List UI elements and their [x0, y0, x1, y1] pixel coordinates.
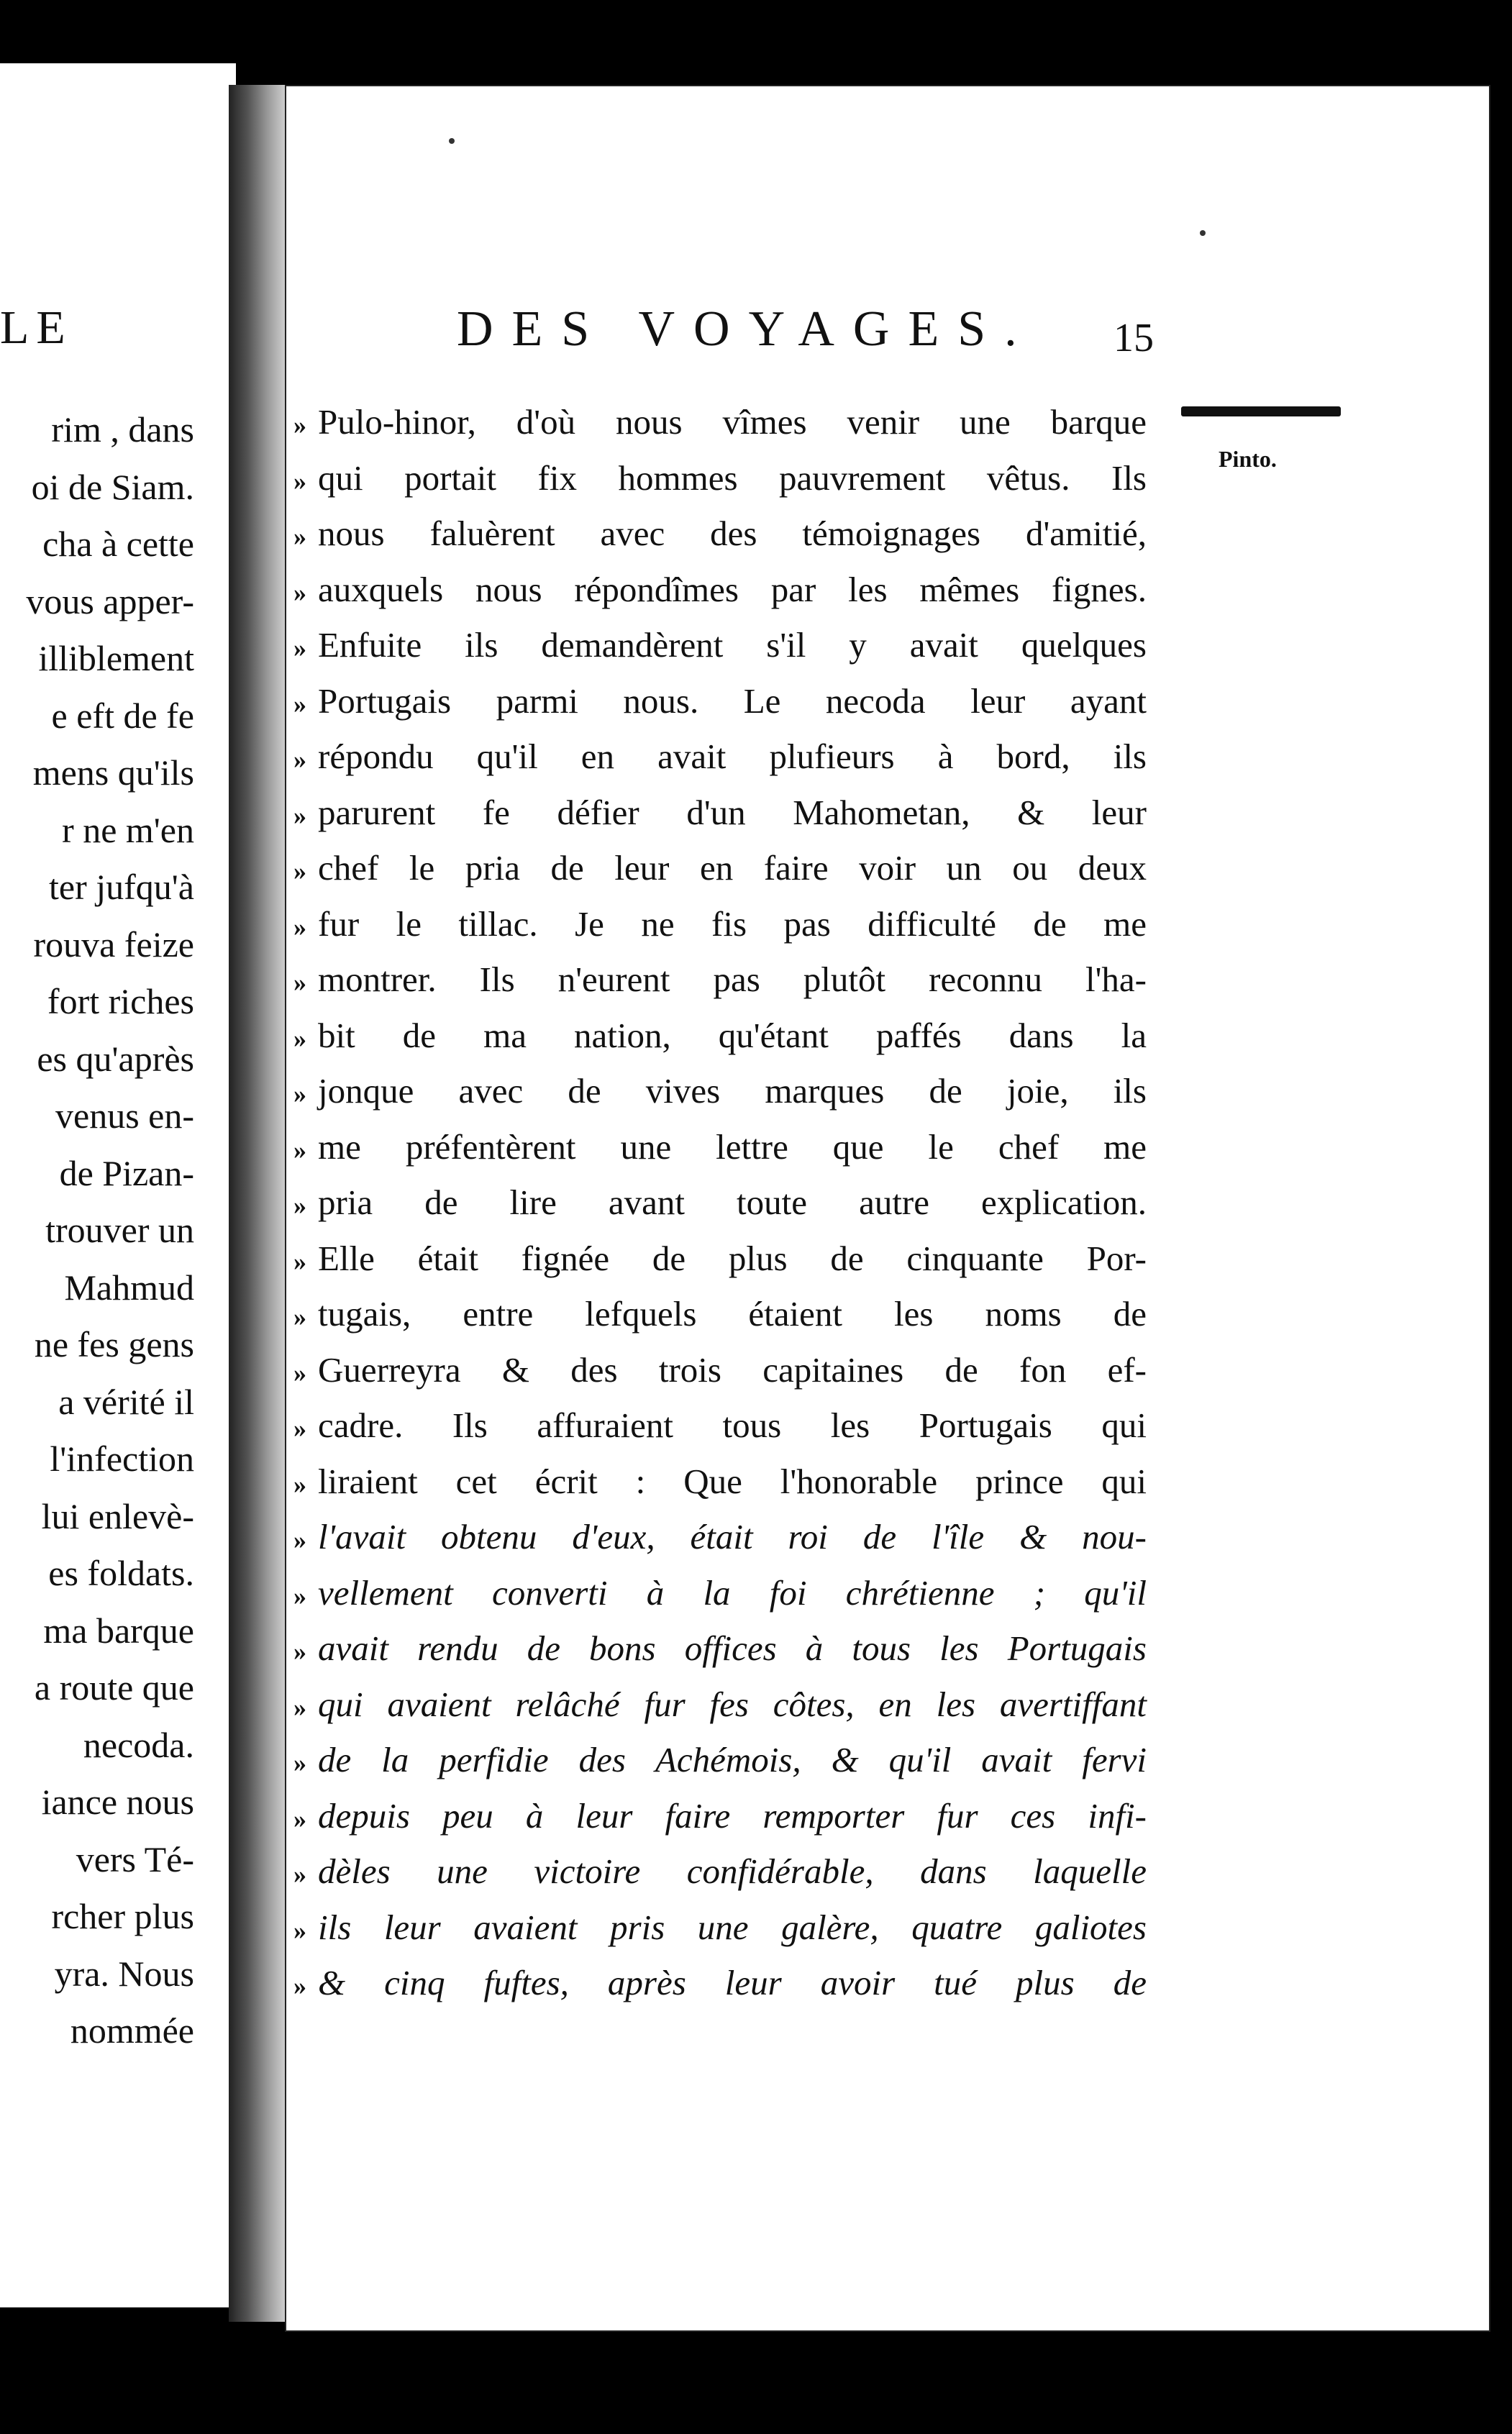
quotation-mark: » [293, 1915, 306, 1945]
quotation-mark: » [293, 1692, 306, 1722]
left-text-line: Mahmud [64, 1267, 194, 1308]
line-text: vellement converti à la foi chrétienne ; qu'il [318, 1572, 1147, 1613]
line-text: auxquels nous répondîmes par les mêmes fignes. [318, 569, 1147, 609]
left-text-line: mens qu'ils [32, 752, 194, 793]
quotation-mark: » [293, 1749, 306, 1777]
line-text: qui portait fix hommes pauvrement vêtus. Ils [318, 457, 1147, 498]
line-text: me préfentèrent une lettre que le chef me [318, 1126, 1147, 1167]
left-text-line: yra. Nous [54, 1953, 194, 1994]
line-text: dèles une victoire confidérable, dans laquelle [318, 1851, 1147, 1891]
line-text: fur le tillac. Je ne fis pas difficulté de me [318, 903, 1147, 944]
line-text: bit de ma nation, qu'étant paffés dans la [318, 1015, 1147, 1055]
quotation-mark: » [293, 1080, 306, 1108]
quotation-mark: » [293, 1024, 306, 1053]
line-text: répondu qu'il en avait plufieurs à bord, ils [318, 737, 1147, 776]
left-running-head-fragment: LE [0, 301, 73, 354]
line-text: cadre. Ils affuraient tous les Portugais qui [318, 1405, 1147, 1445]
text-line [286, 1234, 1149, 1290]
marginal-rule [1181, 406, 1341, 416]
left-text-line: lui enlevè- [41, 1495, 194, 1536]
text-line [286, 1122, 1149, 1178]
left-text-line: fort riches [47, 981, 194, 1021]
text-line [286, 1679, 1149, 1736]
left-text-line: vers Té- [76, 1838, 194, 1879]
text-line [286, 1902, 1149, 1959]
ink-speck [1200, 230, 1206, 236]
left-text-line: oi de Siam. [31, 466, 194, 507]
quotation-mark: » [293, 634, 306, 662]
line-text: Enfuite ils demandèrent s'il y avait quelques [318, 625, 1147, 665]
text-line [286, 899, 1149, 955]
text-line [286, 1400, 1149, 1457]
left-text-line: rim , dans [51, 409, 194, 450]
line-text: pria de lire avant toute autre explication. [318, 1182, 1147, 1222]
quotation-mark: » [293, 745, 306, 774]
quotation-mark: » [293, 411, 306, 439]
quotation-mark: » [293, 1972, 306, 2000]
quotation-mark: » [293, 689, 306, 719]
quotation-mark: » [293, 1358, 306, 1387]
quotation-mark: » [293, 857, 306, 885]
line-text: chef le pria de leur en faire voir un ou deux [318, 848, 1147, 888]
left-text-line: iance nous [41, 1782, 194, 1822]
left-text-line: ne fes gens [34, 1324, 194, 1364]
text-body [286, 397, 1149, 2014]
quotation-mark: » [293, 1135, 306, 1164]
line-text: montrer. Ils n'eurent pas plutôt reconnu l'ha- [318, 960, 1147, 999]
line-text: depuis peu à leur faire remporter fur ces infi- [318, 1795, 1147, 1836]
line-text: de la perfidie des Achémois, & qu'il avait fervi [318, 1740, 1147, 1779]
line-text: nous faluèrent avec des témoignages d'amitié, [318, 514, 1147, 553]
quotation-mark: » [293, 968, 306, 997]
line-text: qui avaient relâché fur fes côtes, en les avertiffant [318, 1684, 1147, 1724]
quotation-mark: » [293, 1860, 306, 1889]
text-line [286, 1177, 1149, 1234]
left-text-line: vous apper- [26, 580, 194, 621]
ink-speck [449, 138, 455, 144]
quotation-mark: » [293, 801, 306, 830]
quotation-mark: » [293, 1637, 306, 1666]
left-text-line: e eft de fe [51, 695, 194, 736]
left-text-column [26, 401, 194, 2060]
left-text-line: venus en- [55, 1095, 194, 1136]
left-text-line: l'infection [50, 1439, 194, 1479]
marginal-note: Pinto. [1219, 446, 1277, 472]
text-line [286, 1958, 1149, 2014]
text-line [286, 1345, 1149, 1401]
left-text-line: ma barque [43, 1610, 194, 1651]
text-line [286, 1011, 1149, 1067]
text-line [286, 509, 1149, 565]
text-line [286, 565, 1149, 621]
text-line [286, 843, 1149, 899]
text-line [286, 1512, 1149, 1568]
text-line [286, 620, 1149, 676]
line-text: ils leur avaient pris une galère, quatre galiotes [318, 1907, 1147, 1947]
left-text-line: es foldats. [48, 1553, 194, 1593]
text-line [286, 1568, 1149, 1624]
text-line [286, 1791, 1149, 1847]
right-page [285, 85, 1490, 2332]
quotation-mark: » [293, 1191, 306, 1220]
text-line [286, 788, 1149, 844]
left-text-line: ter jufqu'à [49, 867, 194, 907]
text-line [286, 1735, 1149, 1791]
book-gutter [229, 85, 293, 2322]
page-number: 15 [1113, 316, 1154, 360]
text-line [286, 1066, 1149, 1122]
text-line [286, 1846, 1149, 1902]
quotation-mark: » [293, 1804, 306, 1833]
quotation-mark: » [293, 578, 306, 607]
running-head: DES VOYAGES. [457, 301, 1036, 357]
left-text-line: rcher plus [51, 1896, 194, 1936]
left-text-line: nommée [70, 2010, 194, 2051]
text-line [286, 731, 1149, 788]
left-text-line: es qu'après [37, 1038, 194, 1079]
left-text-line: r ne m'en [62, 809, 194, 850]
left-text-line: trouver un [45, 1210, 194, 1250]
line-text: jonque avec de vives marques de joie, ils [318, 1071, 1147, 1111]
quotation-mark: » [293, 466, 306, 496]
left-text-line: necoda. [83, 1724, 194, 1765]
left-text-line: a vérité il [58, 1381, 194, 1422]
left-text-line: de Pizan- [59, 1152, 194, 1193]
text-line [286, 954, 1149, 1011]
quotation-mark: » [293, 1414, 306, 1443]
quotation-mark: » [293, 522, 306, 551]
line-text: liraient cet écrit : Que l'honorable prince qui [318, 1461, 1147, 1501]
text-line [286, 676, 1149, 732]
line-text: & cinq fuftes, après leur avoir tué plus de [318, 1963, 1147, 2002]
line-text: Portugais parmi nous. Le necoda leur ayant [318, 680, 1147, 721]
text-line [286, 453, 1149, 509]
quotation-mark: » [293, 1581, 306, 1610]
text-line [286, 1457, 1149, 1513]
line-text: avait rendu de bons offices à tous les Portugais [318, 1628, 1147, 1668]
left-text-line: rouva feize [33, 924, 194, 965]
line-text: Elle était fignée de plus de cinquante Por- [318, 1238, 1147, 1278]
text-line [286, 397, 1149, 453]
line-text: l'avait obtenu d'eux, était roi de l'île & nou- [318, 1517, 1147, 1556]
line-text: Guerreyra & des trois capitaines de fon ef- [318, 1349, 1147, 1390]
line-text: parurent fe défier d'un Mahometan, & leur [318, 792, 1147, 832]
quotation-mark: » [293, 912, 306, 942]
left-text-line: illiblement [38, 638, 194, 678]
quotation-mark: » [293, 1469, 306, 1499]
line-text: Pulo-hinor, d'où nous vîmes venir une barque [318, 402, 1147, 442]
quotation-mark: » [293, 1246, 306, 1276]
line-text: tugais, entre lefquels étaient les noms de [318, 1294, 1147, 1334]
left-page-fragment [0, 63, 236, 2307]
quotation-mark: » [293, 1526, 306, 1554]
left-text-line: cha à cette [42, 524, 194, 564]
quotation-mark: » [293, 1303, 306, 1331]
text-line [286, 1623, 1149, 1679]
left-text-line: a route que [34, 1667, 194, 1708]
text-line [286, 1289, 1149, 1345]
